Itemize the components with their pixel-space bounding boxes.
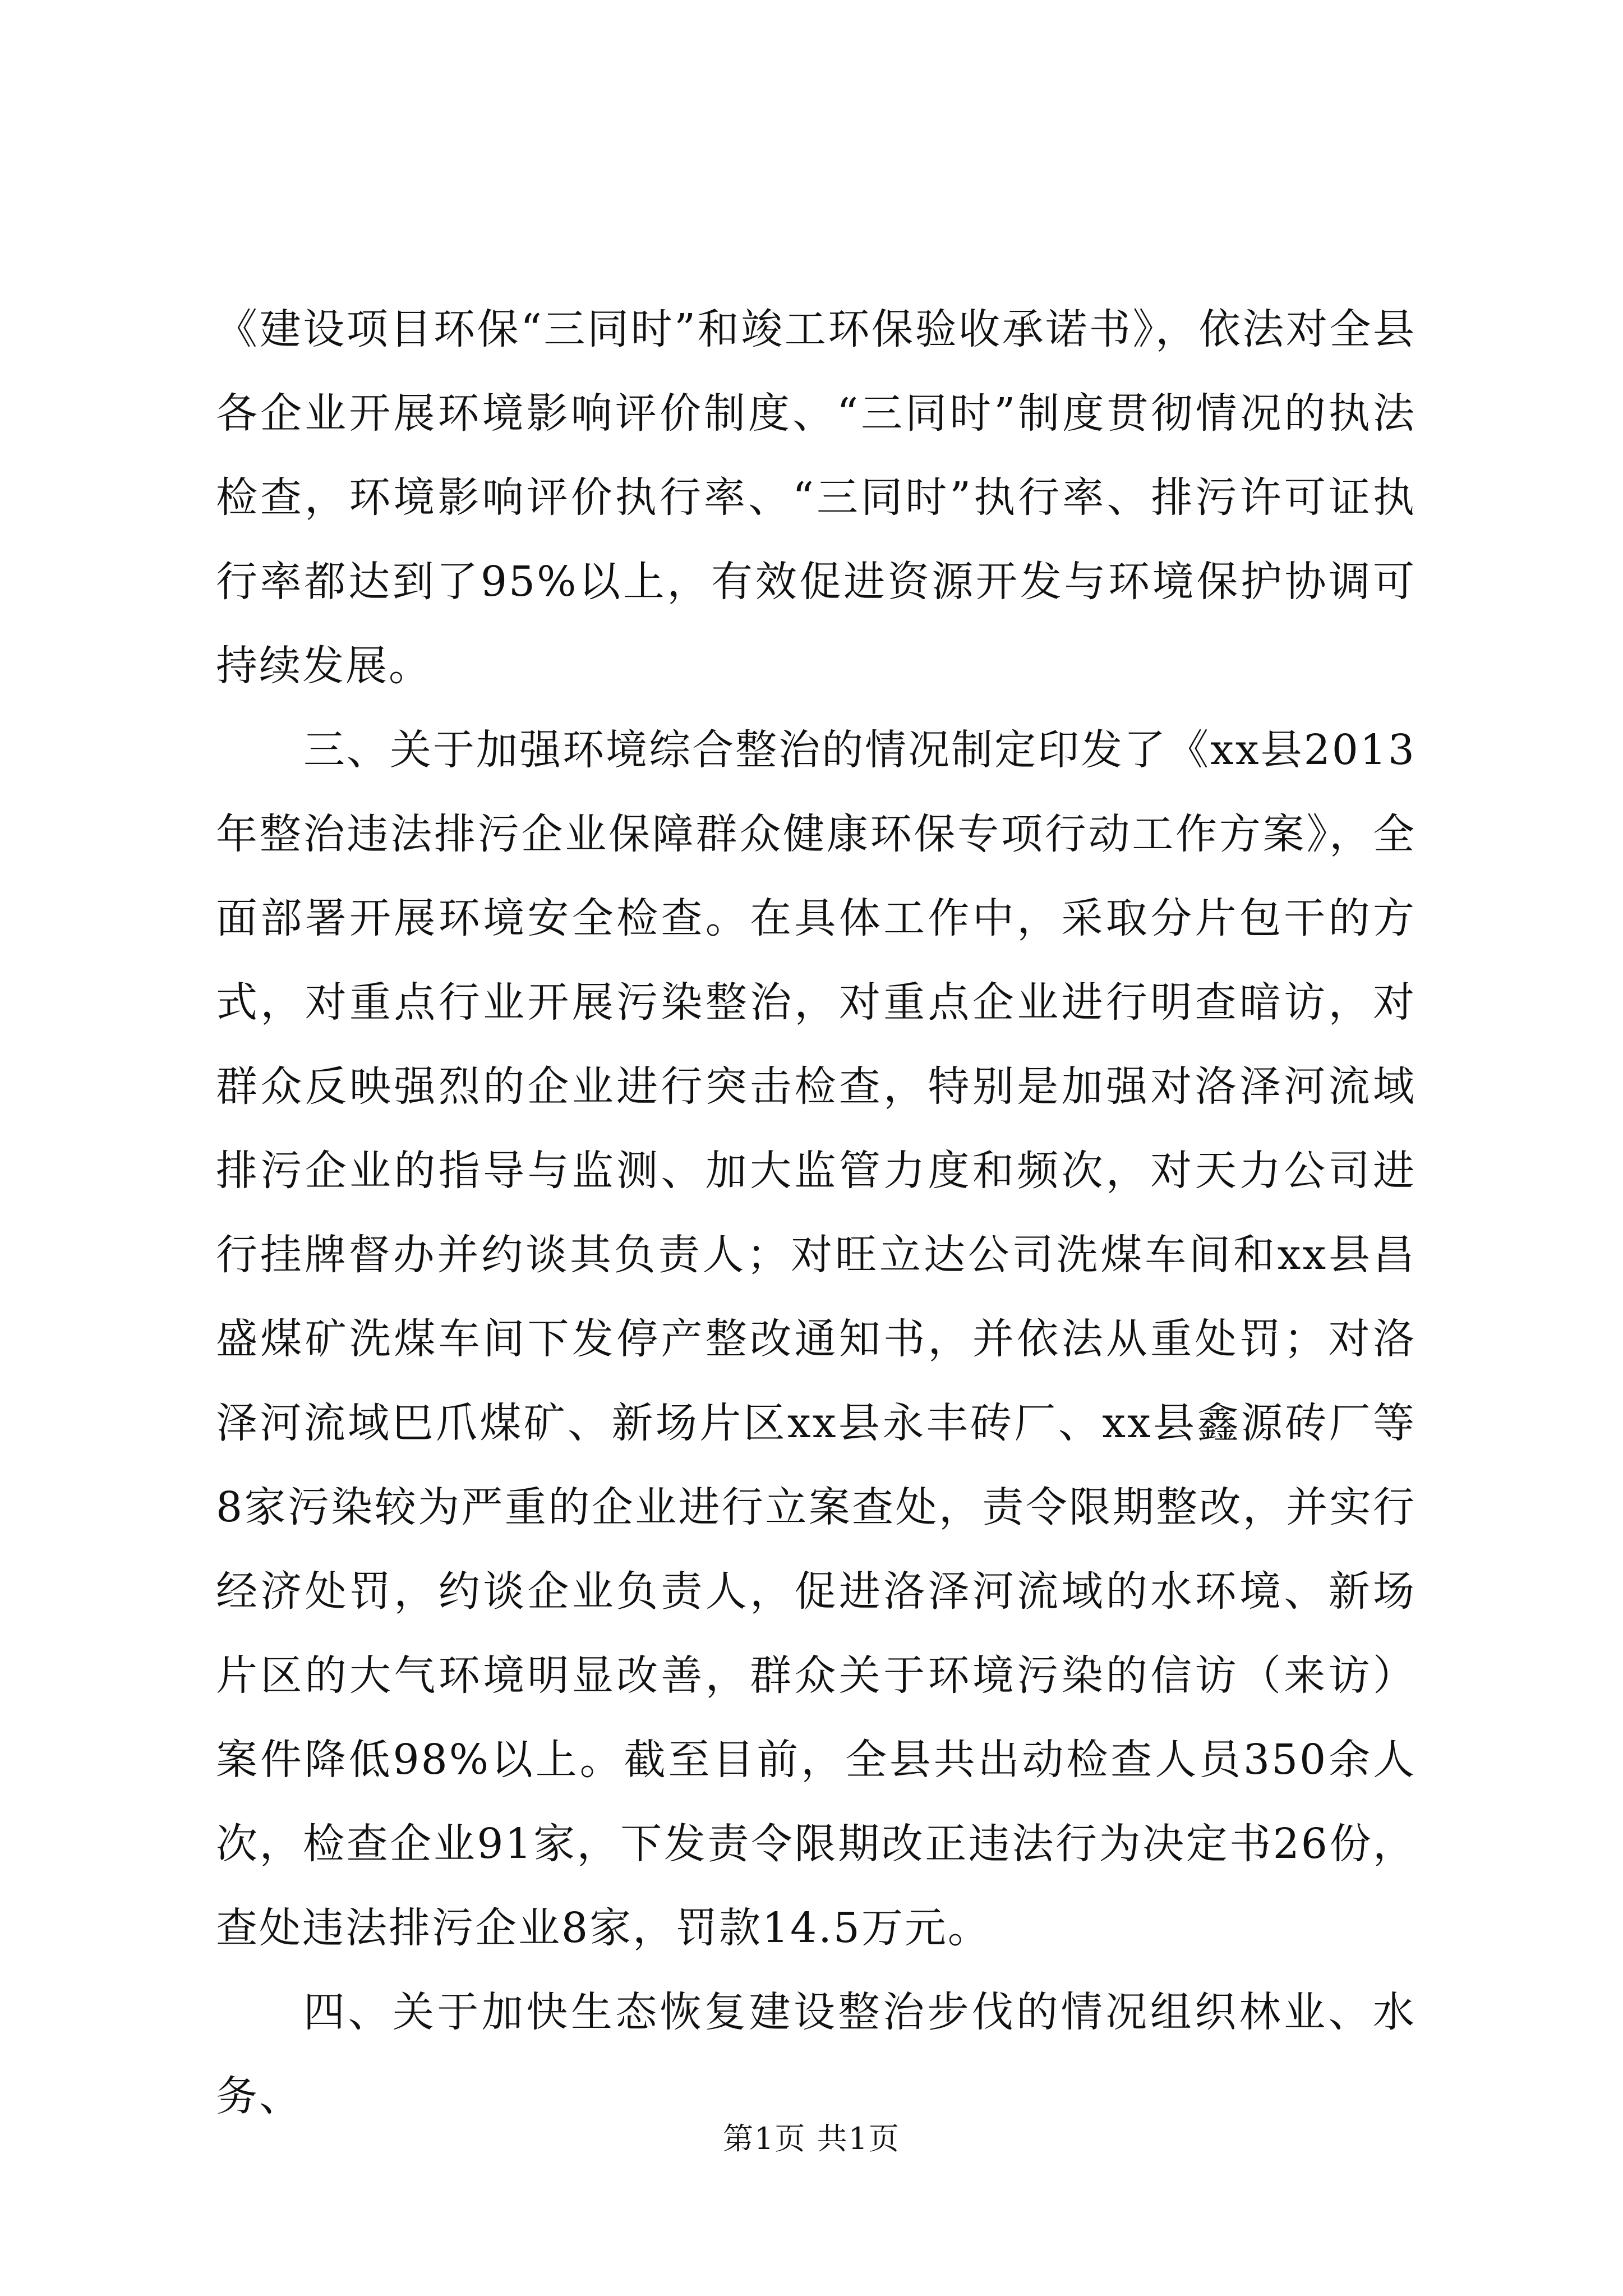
paragraph-1: 《建设项目环保“三同时”和竣工环保验收承诺书》，依法对全县各企业开展环境影响评价制度、“三同时”制度贯彻情况的执法检查，环境影响评价执行率、“三同时”执行率、排污许可证执行率都达到了95%以上，有效促进资源开发与环境保护协调可持续发展。 [216,305,1416,690]
document-body [216,287,1416,2138]
paragraph-2: 三、关于加强环境综合整治的情况制定印发了《xx县2013年整治违法排污企业保障群众健康环保专项行动工作方案》，全面部署开展环境安全检查。在具体工作中，采取分片包干的方式，对重点行业开展污染整治，对重点企业进行明查暗访，对群众反映强烈的企业进行突击检查，特别是加强对洛泽河流域排污企业的指导与监测、加大监管力度和频次，对天力公司进行挂牌督办并约谈其负责人；对旺立达公司洗煤车间和xx县昌盛煤矿洗煤车间下发停产整改通知书，并依法从重处罚；对洛泽河流域巴爪煤矿、新场片区xx县永丰砖厂、xx县鑫源砖厂等8家污染较为严重的企业进行立案查处，责令限期整改，并实行经济处罚，约谈企业负责人，促进洛泽河流域的水环境、新场片区的大气环境明显改善，群众关于环境污染的信访（来访）案件降低98%以上。截至目前，全县共出动检查人员350余人次，检查企业91家，下发责令限期改正违法行为决定书26份，查处违法排污企业8家，罚款14.5万元。 [216,726,1416,1952]
page-footer: 第1页 共1页 [723,2121,900,2156]
paragraph-3: 四、关于加快生态恢复建设整治步伐的情况组织林业、水务、 [216,1988,1416,2120]
